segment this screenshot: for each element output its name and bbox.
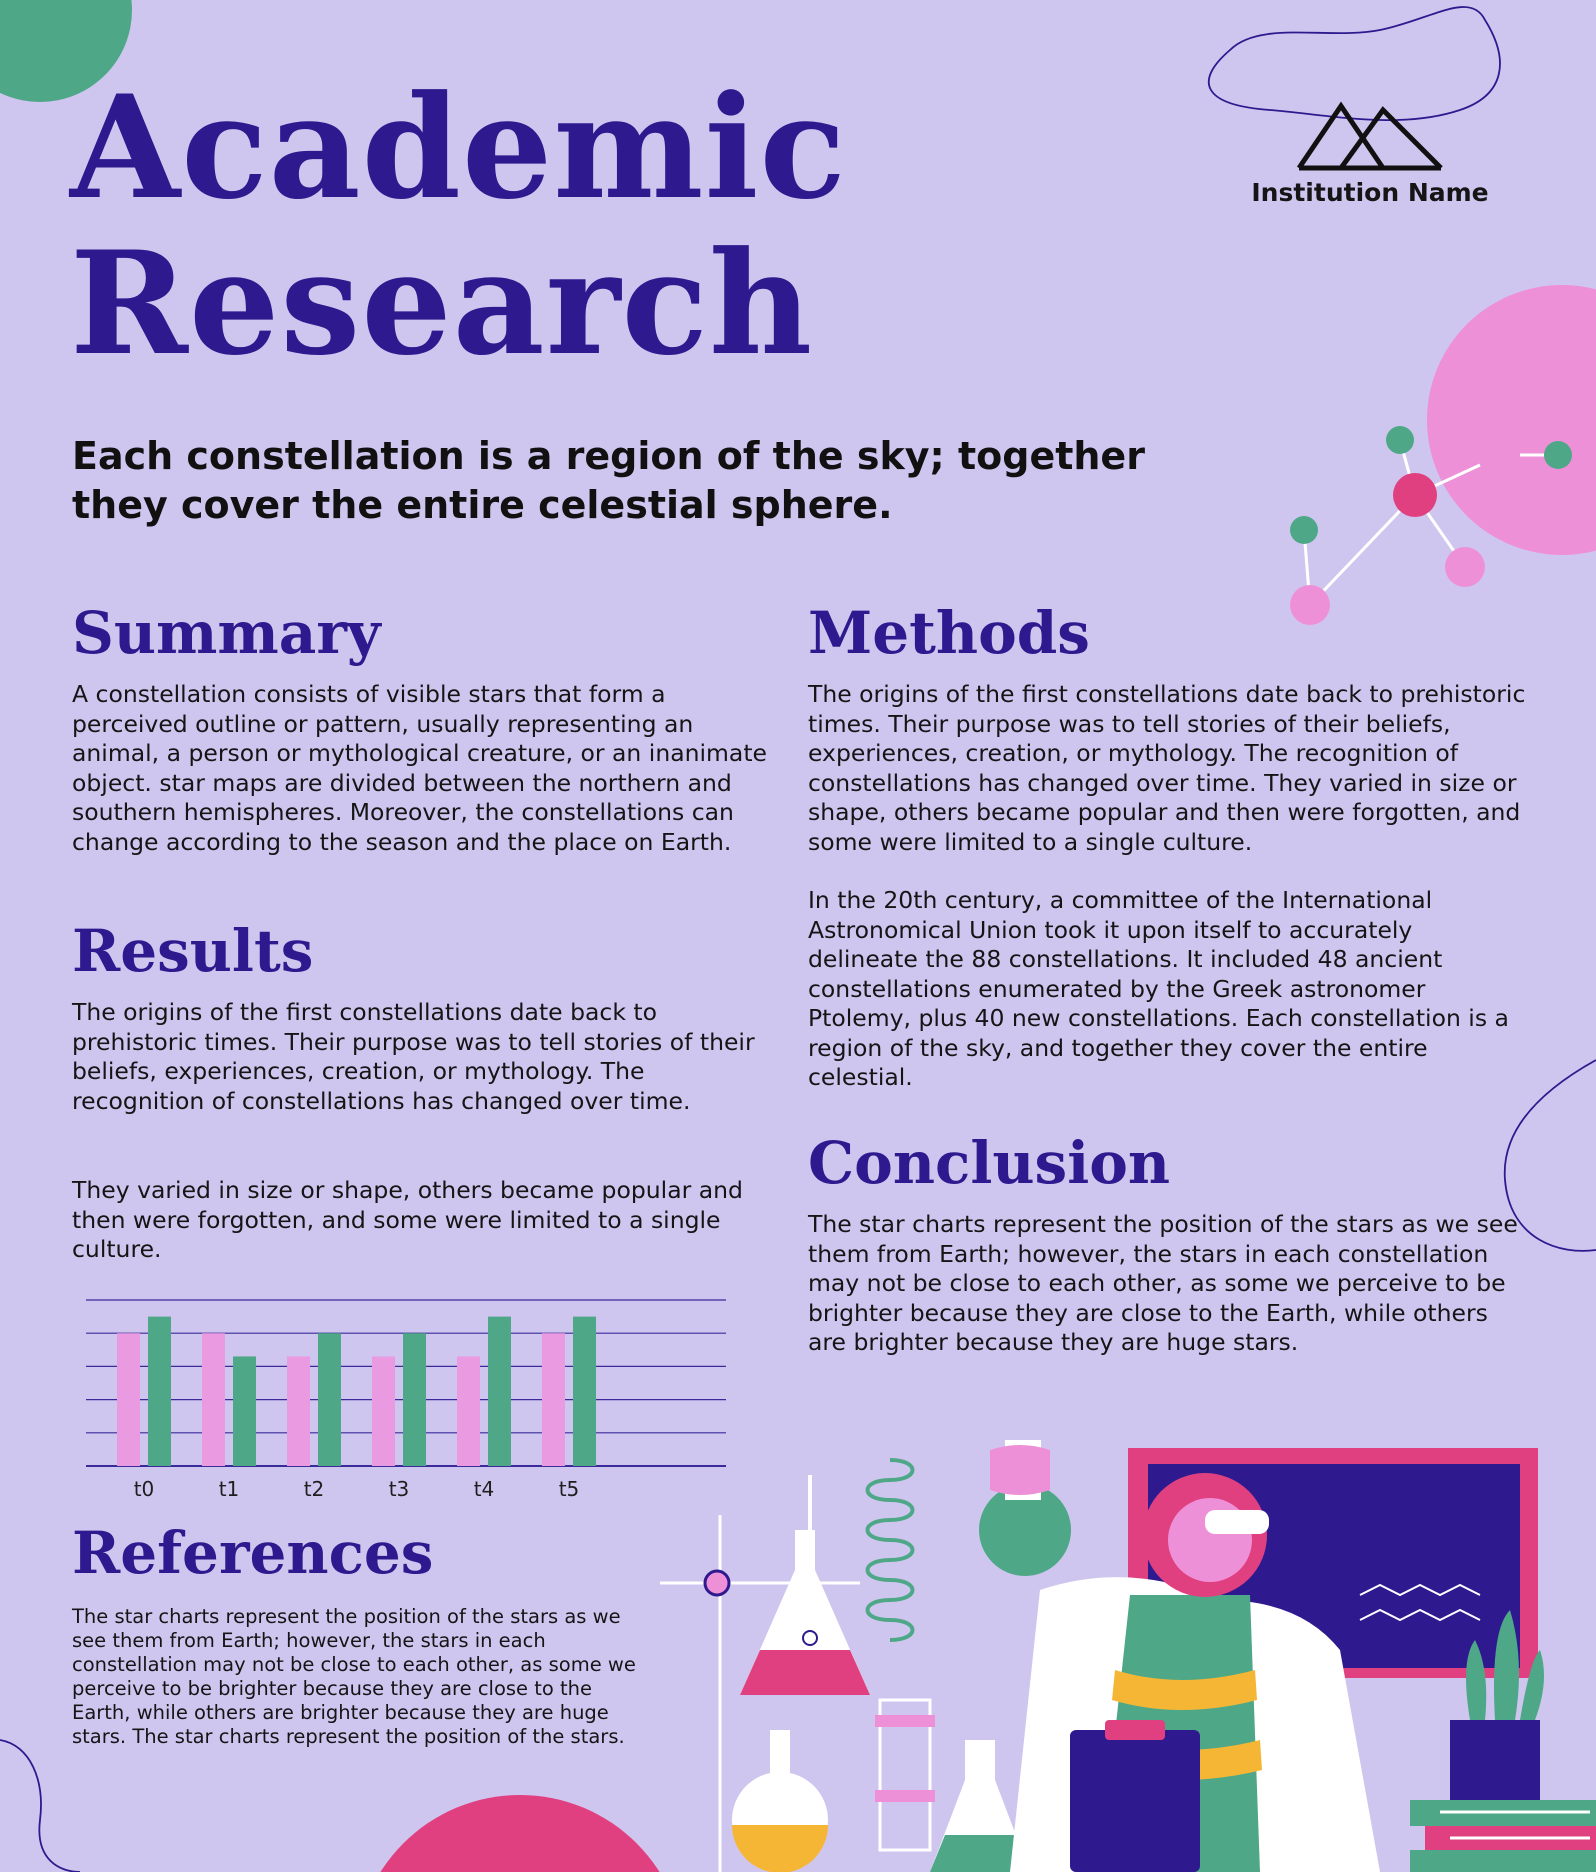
institution-name: Institution Name [1251,178,1489,207]
bar-pink-t3 [372,1356,395,1466]
x-tick-label: t3 [388,1477,410,1501]
methods-heading: Methods [808,599,1090,667]
bar-green-t4 [488,1317,511,1466]
results-heading: Results [72,917,314,985]
lead-statement: Each constellation is a region of the sky; together they cover the entire celestial sphere. [72,434,1145,527]
bar-pink-t2 [287,1356,310,1466]
poster-title [70,65,847,387]
safety-goggles [1205,1510,1269,1534]
title-line-1: Academic [70,65,847,231]
results-text-2: They varied in size or shape, others became popular and then were forgotten, and some were limited to a single culture. [72,1176,743,1263]
x-tick-label: t5 [558,1477,580,1501]
x-tick-label: t1 [218,1477,240,1501]
magenta-blob [355,1795,685,1872]
conclusion-text: The star charts represent the position of the stars as we see them from Earth; however, the stars in each constellation may not be close to each other, as some we perceive to be brighter because they are close to the Earth, while others are brighter because they are huge stars. [808,1210,1518,1356]
bar-pink-t5 [542,1333,565,1466]
title-line-2: Research [70,221,814,387]
clipboard [1070,1730,1200,1872]
mountain-icon [1295,100,1445,172]
x-tick-label: t4 [473,1477,495,1501]
pink-blob [1427,285,1596,555]
conclusion-heading: Conclusion [808,1129,1171,1197]
bar-pink-t1 [202,1333,225,1466]
scientist-hand [990,1445,1050,1495]
bar-green-t3 [403,1333,426,1466]
bar-green-t2 [318,1333,341,1466]
methods-text-1: The origins of the first constellations date back to prehistoric times. Their purpose was to tell stories of their beliefs, experiences, creation, or mythology. The recognition of constellations has changed over time. They varied in size or shape, others became popular and then were forgotten, and some were limited to a single culture. [808,680,1526,856]
bar-green-t5 [573,1317,596,1466]
references-text: The star charts represent the position of the stars as we see them from Earth; however, the stars in each constellation may not be close to each other, as some we perceive to be brighter because they are close to the Earth, while others are brighter because they are huge stars. The star charts represent the position of the stars. [72,1605,636,1748]
references-heading: References [72,1519,434,1587]
methods-text-2: In the 20th century, a committee of the International Astronomical Union took it upon itself to accurately delineate the 88 constellations. It included 48 ancient constellations enumerated by the Greek astronomer Ptolemy, plus 40 new constellations. Each constellation is a region of the sky, and together they cover the entire celestial. [808,886,1509,1091]
bar-pink-t0 [117,1333,140,1466]
x-tick-label: t0 [133,1477,155,1501]
results-text-1: The origins of the first constellations date back to prehistoric times. Their purpose was to tell stories of their beliefs, experiences, creation, or mythology. The recognition of constellations has changed over time. [72,998,755,1115]
results-bar-chart [80,1290,740,1510]
institution-logo [1230,100,1510,207]
bar-pink-t4 [457,1356,480,1466]
plant-pot [1450,1720,1540,1800]
outline-blob-left [0,1740,80,1872]
summary-text: A constellation consists of visible stars that form a perceived outline or pattern, usually representing an animal, a person or mythological creature, or an inanimate object. star maps are divided between the northern and southern hemispheres. Moreover, the constellations can change according to the season and the place on Earth. [72,680,768,856]
coil-tube [868,1460,913,1640]
summary-heading: Summary [72,599,381,667]
x-tick-label: t2 [303,1477,325,1501]
bar-green-t1 [233,1356,256,1466]
scientist-lab-illustration [660,1420,1596,1872]
bar-green-t0 [148,1317,171,1466]
